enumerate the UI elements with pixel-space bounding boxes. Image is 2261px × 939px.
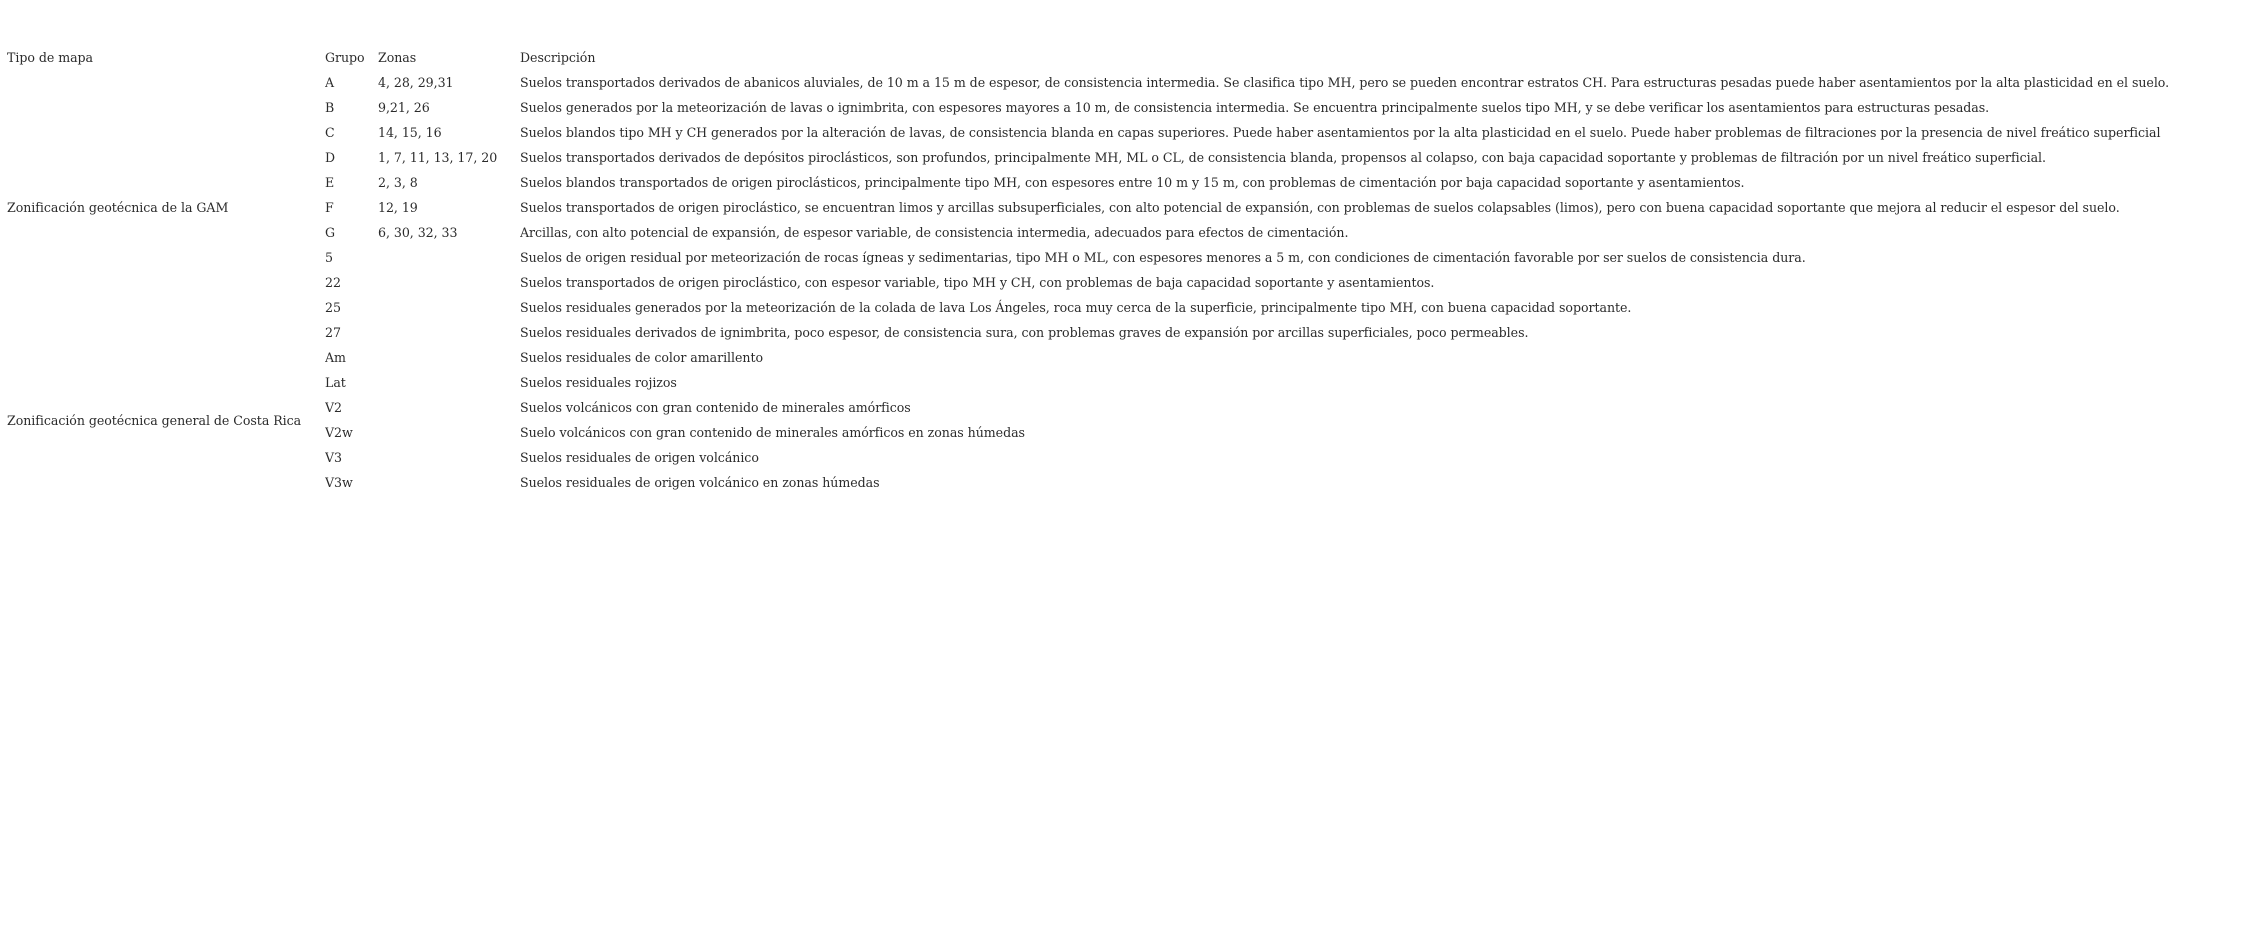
cell-grupo: D xyxy=(325,150,336,165)
cell-grupo: G xyxy=(325,225,336,240)
cell-descripcion: Suelos transportados derivados de depósitos piroclásticos, son profundos, principalmente MH, ML o CL, de consistencia blanda, propensos al colapso, con baja capacidad soportante y problemas de filtración por un nivel freático superficial. xyxy=(520,150,2046,165)
table-row xyxy=(7,145,2257,170)
cell-descripcion: Suelos transportados de origen piroclástico, se encuentran limos y arcillas subsuperficiales, con alto potencial de expansión, con problemas de suelos colapsables (limos), pero con buena capacidad soportante que mejora al reducir el espesor del suelo. xyxy=(520,200,2120,215)
cell-zonas: 12, 19 xyxy=(378,200,418,215)
table-row xyxy=(7,120,2257,145)
geotechnical-zoning-table xyxy=(7,45,2257,495)
cell-grupo: V2 xyxy=(325,400,343,415)
cell-grupo: V3w xyxy=(325,475,353,490)
table-row xyxy=(7,270,2257,295)
cell-zonas xyxy=(378,245,520,270)
cell-descripcion: Suelos generados por la meteorización de lavas o ignimbrita, con espesores mayores a 10 m, de consistencia intermedia. Se encuentra principalmente suelos tipo MH, y se debe verificar los asentamientos para estructuras pesadas. xyxy=(520,100,1990,115)
cell-descripcion: Suelos residuales derivados de ignimbrita, poco espesor, de consistencia sura, con problemas graves de expansión por arcillas superficiales, poco permeables. xyxy=(520,325,1529,340)
table-row xyxy=(7,370,2257,395)
cell-descripcion: Suelos residuales de color amarillento xyxy=(520,350,764,365)
cell-grupo: E xyxy=(325,175,335,190)
cell-grupo: V3 xyxy=(325,450,343,465)
map-type-gam: Zonificación geotécnica de la GAM xyxy=(7,200,229,215)
table-row xyxy=(7,70,2257,95)
cell-descripcion: Suelos de origen residual por meteorización de rocas ígneas y sedimentarias, tipo MH o ML, con espesores menores a 5 m, con condiciones de cimentación favorable por ser suelos de consistencia dura. xyxy=(520,250,1806,265)
cell-descripcion: Suelos residuales de origen volcánico en zonas húmedas xyxy=(520,475,880,490)
table-row xyxy=(7,420,2257,445)
cell-zonas xyxy=(378,395,520,420)
cell-zonas xyxy=(378,445,520,470)
cell-descripcion: Suelos residuales rojizos xyxy=(520,375,677,390)
table-row xyxy=(7,445,2257,470)
cell-zonas: 1, 7, 11, 13, 17, 20 xyxy=(378,150,498,165)
cell-zonas: 6, 30, 32, 33 xyxy=(378,225,458,240)
table-row xyxy=(7,295,2257,320)
cell-grupo: 22 xyxy=(325,275,341,290)
cell-grupo: 25 xyxy=(325,300,341,315)
header-descripcion: Descripción xyxy=(520,50,596,65)
cell-zonas: 4, 28, 29,31 xyxy=(378,75,454,90)
cell-grupo: Lat xyxy=(325,375,346,390)
cell-grupo: A xyxy=(325,75,335,90)
cell-zonas xyxy=(378,420,520,445)
cell-grupo: C xyxy=(325,125,335,140)
table-row xyxy=(7,395,2257,420)
cell-zonas xyxy=(378,270,520,295)
cell-descripcion: Suelos residuales generados por la meteorización de la colada de lava Los Ángeles, roca muy cerca de la superficie, principalmente tipo MH, con buena capacidad soportante. xyxy=(520,300,1632,315)
table-row xyxy=(7,170,2257,195)
table-row xyxy=(7,95,2257,120)
cell-grupo: B xyxy=(325,100,335,115)
cell-zonas xyxy=(378,320,520,345)
cell-descripcion: Suelo volcánicos con gran contenido de minerales amórficos en zonas húmedas xyxy=(520,425,1025,440)
cell-grupo: 27 xyxy=(325,325,341,340)
table-row xyxy=(7,220,2257,245)
cell-zonas xyxy=(378,295,520,320)
cell-descripcion: Suelos residuales de origen volcánico xyxy=(520,450,759,465)
cell-descripcion: Suelos transportados derivados de abanicos aluviales, de 10 m a 15 m de espesor, de consistencia intermedia. Se clasifica tipo MH, pero se pueden encontrar estratos CH. Para estructuras pesadas puede haber asentamientos por la alta plasticidad en el suelo. xyxy=(520,75,2170,90)
cell-descripcion: Suelos blandos tipo MH y CH generados por la alteración de lavas, de consistencia blanda en capas superiores. Puede haber asentamientos por la alta plasticidad en el suelo. Puede haber problemas de filtraciones por la presencia de nivel freático superficial xyxy=(520,125,2161,140)
cell-zonas xyxy=(378,345,520,370)
document-page xyxy=(7,45,2257,495)
cell-zonas xyxy=(378,470,520,495)
cell-zonas: 14, 15, 16 xyxy=(378,125,442,140)
cell-descripcion: Arcillas, con alto potencial de expansión, de espesor variable, de consistencia intermedia, adecuados para efectos de cimentación. xyxy=(520,225,1349,240)
cell-zonas: 2, 3, 8 xyxy=(378,175,418,190)
table-row xyxy=(7,320,2257,345)
header-grupo: Grupo xyxy=(325,50,365,65)
cell-grupo: Am xyxy=(325,350,346,365)
cell-descripcion: Suelos volcánicos con gran contenido de minerales amórficos xyxy=(520,400,911,415)
table-row xyxy=(7,470,2257,495)
header-zonas: Zonas xyxy=(378,50,417,65)
cell-descripcion: Suelos transportados de origen piroclástico, con espesor variable, tipo MH y CH, con problemas de baja capacidad soportante y asentamientos. xyxy=(520,275,1435,290)
table-row xyxy=(7,345,2257,370)
table-row xyxy=(7,195,2257,220)
cell-grupo: 5 xyxy=(325,250,333,265)
cell-zonas xyxy=(378,370,520,395)
table-row xyxy=(7,245,2257,270)
cell-grupo: F xyxy=(325,200,334,215)
table-header-row xyxy=(7,45,2257,70)
cell-zonas: 9,21, 26 xyxy=(378,100,430,115)
header-tipo-de-mapa: Tipo de mapa xyxy=(7,50,94,65)
map-type-costa-rica: Zonificación geotécnica general de Costa Rica xyxy=(7,412,302,428)
cell-descripcion: Suelos blandos transportados de origen piroclásticos, principalmente tipo MH, con espesores entre 10 m y 15 m, con problemas de cimentación por baja capacidad soportante y asentamientos. xyxy=(520,175,1745,190)
cell-grupo: V2w xyxy=(325,425,353,440)
